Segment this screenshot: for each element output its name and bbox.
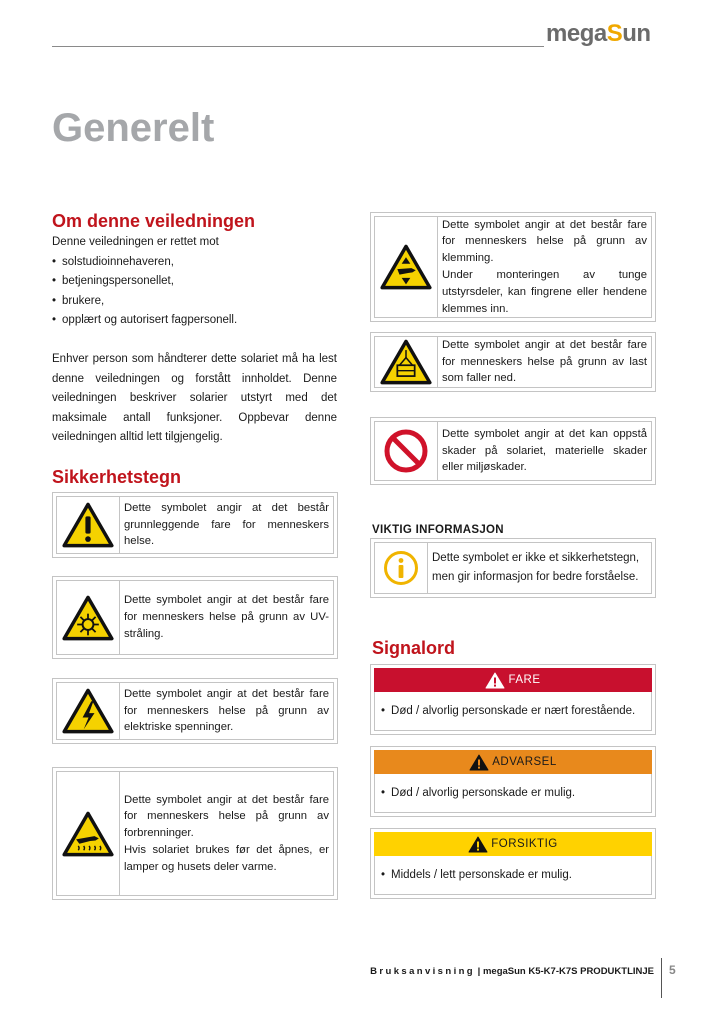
about-body: Enhver person som håndterer dette solariet må ha lest denne veiledningen og forstått innholdet. Denne veiledningen beskriver solarier utstyrt med det maksimale antall funksjoner. Oppbevar denne veiledningen alltid lett tilgjengelig. xyxy=(52,353,337,443)
list-item: • opplært og autorisert fagpersonell. xyxy=(52,311,337,331)
sign-text: Dette symbolet angir at det består fare for menneskers helse på grunn av elektriske spenninger. xyxy=(124,687,329,734)
warning-triangle-icon xyxy=(468,836,488,853)
footer-text xyxy=(370,966,654,977)
falling-load-warning-icon xyxy=(375,337,438,387)
safety-sign-crushing xyxy=(370,212,656,322)
uv-radiation-warning-icon xyxy=(57,581,120,654)
safety-heading: Sikkerhetstegn xyxy=(52,467,182,487)
safety-sign-hot-surface xyxy=(52,767,338,900)
header-rule xyxy=(52,46,544,47)
safety-sign-uv xyxy=(52,576,338,659)
footer-product: megaSun K5-K7-K7S PRODUKTLINJE xyxy=(482,966,654,977)
list-item: • solstudioinnehaveren, xyxy=(52,253,337,273)
audience-list xyxy=(52,253,337,331)
sign-text: Dette symbolet angir at det består fare for menneskers helse på grunn av klemming. Under monteringen av tunge utstyrsdeler, kan fingrene eller hendene klemmes inn. xyxy=(442,218,647,315)
signal-word-danger xyxy=(370,664,656,735)
megasun-logo: megaSun xyxy=(546,20,651,47)
safety-sign-prohibition xyxy=(370,417,656,485)
about-intro-text: Denne veiledningen er rettet mot xyxy=(52,236,219,248)
electrical-voltage-warning-icon xyxy=(57,683,120,739)
sign-text: Dette symbolet angir at det består fare for menneskers helse på grunn av forbrenninger. Hvis solariet brukes før det åpnes, er lamper og husets deler varme. xyxy=(124,793,329,873)
sign-text: Dette symbolet er ikke et sikkerhetstegn, men gir informasjon for bedre forståelse. xyxy=(432,551,640,583)
sign-text: Dette symbolet angir at det består grunnleggende fare for menneskers helse. xyxy=(124,501,329,548)
hot-surface-warning-icon xyxy=(57,772,120,895)
danger-description: • Død / alvorlig personskade er nært forestående. xyxy=(374,692,652,731)
about-heading: Om denne veiledningen xyxy=(52,211,256,231)
caution-band xyxy=(374,832,652,856)
footer-separator: | xyxy=(477,966,481,977)
page-title: Generelt xyxy=(52,106,215,150)
information-icon xyxy=(375,543,428,593)
danger-band xyxy=(374,668,652,692)
signal-word-caution xyxy=(370,828,656,899)
warning-description: • Død / alvorlig personskade er mulig. xyxy=(374,774,652,813)
crushing-hand-warning-icon xyxy=(375,217,438,317)
warning-label: ADVARSEL xyxy=(492,756,557,768)
list-item: • brukere, xyxy=(52,292,337,312)
safety-sign-electrical xyxy=(52,678,338,744)
page-number: 5 xyxy=(669,963,676,977)
warning-triangle-icon xyxy=(485,672,505,689)
important-info-box xyxy=(370,538,656,598)
signal-word-warning xyxy=(370,746,656,817)
about-intro xyxy=(52,233,337,331)
prohibition-icon xyxy=(375,422,438,480)
caution-description: • Middels / lett personskade er mulig. xyxy=(374,856,652,895)
warning-band xyxy=(374,750,652,774)
caution-label: FORSIKTIG xyxy=(491,838,558,850)
warning-triangle-icon xyxy=(469,754,489,771)
safety-sign-falling-load xyxy=(370,332,656,392)
sign-text: Dette symbolet angir at det består fare for menneskers helse på grunn av UV-stråling. xyxy=(124,594,329,640)
sign-text: Dette symbolet angir at det kan oppstå skader på solariet, materielle skader eller miljøskader. xyxy=(442,427,647,474)
sign-text: Dette symbolet angir at det består fare for menneskers helse på grunn av last som faller ned. xyxy=(442,338,647,385)
list-item: • betjeningspersonellet, xyxy=(52,272,337,292)
danger-label: FARE xyxy=(508,674,541,686)
general-warning-icon xyxy=(57,497,120,553)
safety-sign-general xyxy=(52,492,338,558)
footer-divider xyxy=(661,958,662,998)
important-info-heading: VIKTIG INFORMASJON xyxy=(372,524,504,536)
footer-manual: Bruksanvisning xyxy=(370,966,476,977)
signal-words-heading: Signalord xyxy=(372,638,456,658)
